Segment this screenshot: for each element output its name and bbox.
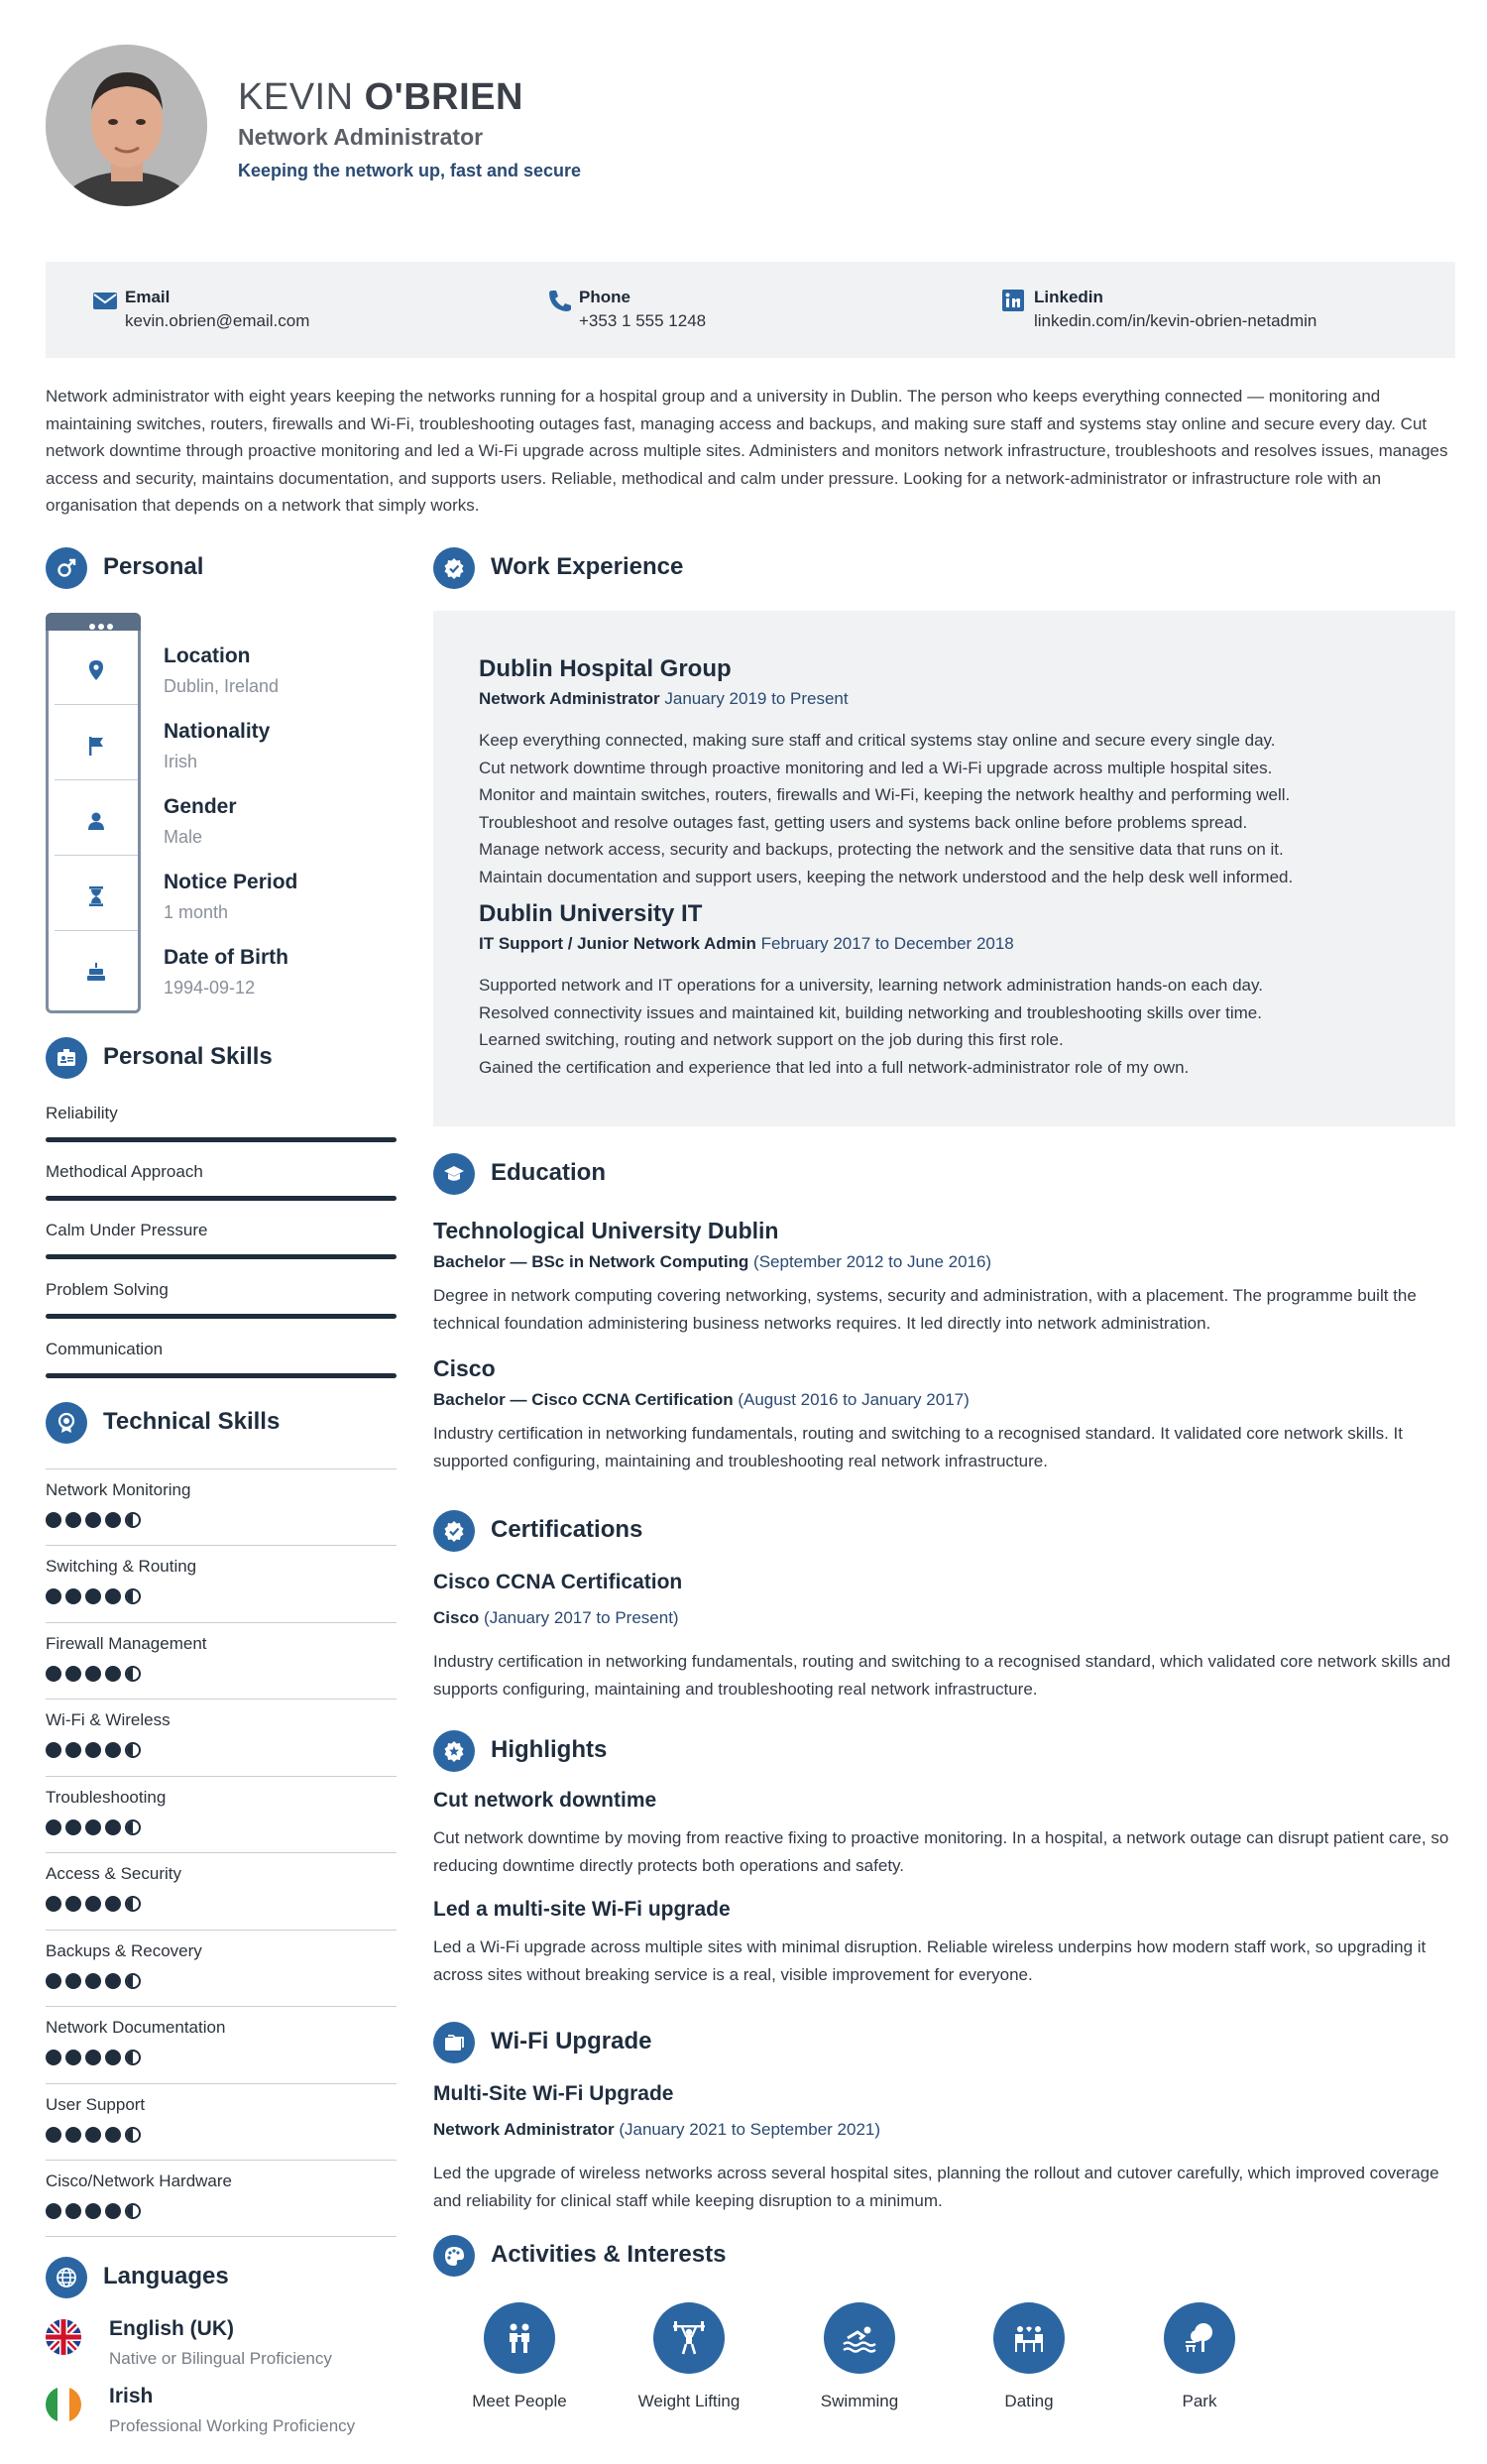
- project-role: Network Administrator: [433, 2120, 615, 2139]
- project-title: Multi-Site Wi-Fi Upgrade: [433, 2082, 674, 2105]
- personal-skill: [46, 1162, 397, 1182]
- rating-dot-full: [105, 1588, 121, 1604]
- rating-dot-full: [105, 2050, 121, 2065]
- rating-dot-half: [125, 1588, 141, 1604]
- project-dates: (January 2021 to September 2021): [619, 2120, 881, 2139]
- technical-skill: [46, 1930, 397, 2007]
- section-title: Wi-Fi Upgrade: [491, 2028, 652, 2054]
- technical-skill: [46, 2160, 397, 2237]
- resume-header: [46, 45, 1443, 208]
- rating-dot-full: [105, 1819, 121, 1835]
- rating-dot-full: [105, 1666, 121, 1682]
- language-name: English (UK): [109, 2317, 234, 2340]
- section-title: Personal Skills: [103, 1043, 273, 1070]
- technical-skill: [46, 2083, 397, 2161]
- certification-line: [433, 1608, 1455, 1628]
- skill-bar: [46, 1196, 397, 1201]
- activity-item: [450, 2302, 589, 2411]
- technical-skill: [46, 1699, 397, 1776]
- job-bullet: Monitor and maintain switches, routers, firewalls and Wi-Fi, keeping the network healthy and performing well.: [479, 785, 1291, 805]
- technical-skill-label: Troubleshooting: [46, 1788, 167, 1807]
- technical-skill: [46, 1776, 397, 1853]
- job-entry: [479, 655, 1430, 891]
- rating-dot-full: [85, 1973, 101, 1989]
- email-value[interactable]: kevin.obrien@email.com: [125, 311, 310, 330]
- highlight-title: Cut network downtime: [433, 1789, 657, 1812]
- cake-icon: [86, 961, 106, 983]
- technical-skill: [46, 1545, 397, 1622]
- rating-dot-full: [85, 1896, 101, 1912]
- rating-dot-half: [125, 1819, 141, 1835]
- highlight-title: Led a multi-site Wi-Fi upgrade: [433, 1898, 731, 1921]
- technical-skill: [46, 1852, 397, 1930]
- rating-dot-full: [65, 1896, 81, 1912]
- personal-key: Gender: [164, 795, 237, 818]
- personal-skill: [46, 1221, 397, 1240]
- first-name: KEVIN: [238, 76, 354, 118]
- personal-row: [164, 795, 237, 848]
- rating-dot-full: [105, 1896, 121, 1912]
- job-bullet: Troubleshoot and resolve outages fast, getting users and systems back online before problems spread.: [479, 812, 1248, 832]
- section-title: Technical Skills: [103, 1408, 281, 1435]
- rating-dot-half: [125, 2050, 141, 2065]
- section-title: Personal: [103, 553, 204, 580]
- job-title: Network Administrator: [479, 689, 660, 708]
- activity-label: Swimming: [820, 2392, 899, 2410]
- language-level: Professional Working Proficiency: [109, 2416, 356, 2435]
- personal-icon-cell: [55, 634, 138, 705]
- rating-dot-full: [85, 2127, 101, 2143]
- certification-entry: [433, 1571, 1455, 1702]
- skill-bar: [46, 1137, 397, 1142]
- section-title: Languages: [103, 2263, 229, 2289]
- language-name: Irish: [109, 2385, 154, 2407]
- rating-dot-full: [46, 2050, 61, 2065]
- company-name: Dublin University IT: [479, 900, 703, 927]
- technical-skill: [46, 1468, 397, 1546]
- rating-dot-half: [125, 2127, 141, 2143]
- rating-dot-full: [65, 2203, 81, 2219]
- rating-dot-full: [105, 1512, 121, 1528]
- rating-dot-full: [46, 2203, 61, 2219]
- tree-icon: [1164, 2302, 1235, 2374]
- job-bullet: Maintain documentation and support users, keeping the network understood and the help desk well informed.: [479, 867, 1294, 886]
- rating-dot-half: [125, 1742, 141, 1758]
- language-level: Native or Bilingual Proficiency: [109, 2349, 332, 2368]
- work-experience-panel: [433, 611, 1455, 1126]
- rating-dot-full: [65, 1973, 81, 1989]
- flag-icon: [86, 735, 106, 757]
- rating-dot-full: [85, 1666, 101, 1682]
- rating-dot-full: [105, 1973, 121, 1989]
- job-title: Network Administrator: [238, 124, 484, 150]
- technical-skill-label: Access & Security: [46, 1864, 181, 1883]
- rating-dot-half: [125, 1666, 141, 1682]
- company-name: Dublin Hospital Group: [479, 655, 732, 682]
- personal-skill: [46, 1104, 397, 1123]
- school-name: Technological University Dublin: [433, 1218, 779, 1243]
- rating-dot-full: [85, 2203, 101, 2219]
- project-line: [433, 2120, 1455, 2140]
- technical-skill-label: Cisco/Network Hardware: [46, 2171, 232, 2190]
- activity-item: [620, 2302, 758, 2411]
- section-title: Highlights: [491, 1736, 608, 1763]
- rating-dot-full: [46, 1896, 61, 1912]
- project-description: Led the upgrade of wireless networks across several hospital sites, planning the rollout and cutover carefully, which improved coverage and reliability for clinical staff while keeping disruption to a minimum.: [433, 2164, 1439, 2210]
- job-bullet: Resolved connectivity issues and maintained kit, building networking and troubleshooting skills over time.: [479, 1002, 1262, 1022]
- highlight-entry: [433, 1898, 1455, 1988]
- badge-check-icon: [433, 547, 475, 589]
- job-title: IT Support / Junior Network Admin: [479, 934, 756, 953]
- rating-dot-full: [85, 1742, 101, 1758]
- job-bullets: [479, 972, 1430, 1081]
- person-icon: [86, 810, 106, 832]
- education-entry: [433, 1355, 1455, 1474]
- certification-name: Cisco CCNA Certification: [433, 1571, 683, 1593]
- profile-photo: [46, 45, 207, 206]
- school-name: Cisco: [433, 1355, 496, 1381]
- full-name: [238, 74, 581, 120]
- job-bullet: Cut network downtime through proactive monitoring and led a Wi-Fi upgrade across multiple hospital sites.: [479, 758, 1273, 777]
- certification-description: Industry certification in networking fundamentals, routing and switching to a recognised standard, which validated core network skills and supports configuring, maintaining and troubleshooting real network infrastructure.: [433, 1652, 1451, 1699]
- job-dates: February 2017 to December 2018: [760, 934, 1014, 953]
- rating-dot-full: [65, 1819, 81, 1835]
- highlight-description: Led a Wi-Fi upgrade across multiple sites with minimal disruption. Reliable wireless underpins how modern staff work, so upgrading it across sites without breaking service is a real, visible improvement for everyone.: [433, 1937, 1427, 1984]
- personal-row: [164, 645, 279, 697]
- rating-dot-full: [46, 2127, 61, 2143]
- rating-dot-full: [46, 1666, 61, 1682]
- dating-icon: [993, 2302, 1065, 2374]
- technical-skill-label: User Support: [46, 2095, 146, 2114]
- technical-skill-label: Network Monitoring: [46, 1480, 191, 1499]
- star-badge-icon: [433, 1730, 475, 1772]
- certification-issuer: Cisco: [433, 1608, 480, 1627]
- contact-bar: [46, 262, 1455, 358]
- award-icon: [46, 1402, 87, 1444]
- personal-value: Irish: [164, 752, 198, 771]
- highlight-entry: [433, 1789, 1455, 1879]
- certificate-icon: [433, 1510, 475, 1552]
- rating-dot-half: [125, 1512, 141, 1528]
- job-subtitle: [479, 689, 1430, 709]
- rating-dot-full: [85, 1588, 101, 1604]
- rating-dot-full: [46, 1973, 61, 1989]
- degree: Bachelor — BSc in Network Computing: [433, 1252, 749, 1271]
- section-title: Certifications: [491, 1516, 643, 1543]
- map-pin-icon: [86, 659, 106, 681]
- education-entry: [433, 1218, 1455, 1337]
- personal-icon-strip: [46, 613, 141, 1013]
- rating-dot-full: [46, 1512, 61, 1528]
- graduation-cap-icon: [433, 1153, 475, 1195]
- personal-icon-cell: [55, 709, 138, 780]
- degree: Bachelor — Cisco CCNA Certification: [433, 1390, 734, 1409]
- personal-section-icon: [46, 547, 87, 589]
- project-entry: [433, 2082, 1455, 2214]
- job-bullet: Learned switching, routing and network support on the job during this first role.: [479, 1030, 1064, 1050]
- swimming-icon: [824, 2302, 895, 2374]
- personal-key: Notice Period: [164, 871, 298, 893]
- tagline: Keeping the network up, fast and secure: [238, 161, 582, 180]
- technical-skill-label: Network Documentation: [46, 2018, 226, 2037]
- technical-skill-label: Switching & Routing: [46, 1557, 197, 1576]
- personal-key: Date of Birth: [164, 946, 288, 969]
- job-bullet: Supported network and IT operations for a university, learning network administration hands-on each day.: [479, 976, 1263, 995]
- profile-summary: Network administrator with eight years keeping the networks running for a hospital group and a university in Dublin. The person who keeps everything connected — monitoring and maintaining switches, routers, firewalls and Wi-Fi, troubleshooting outages fast, managing access and backups, and making sure staff and systems stay online and secure every day. Cut network downtime through proactive monitoring and led a Wi-Fi upgrade across multiple sites. Administers and monitors network infrastructure, troubleshoots and resolves issues, manages access and security, maintains documentation, and supports users. Reliable, methodical and calm under pressure. Looking for a network-administrator or infrastructure role with an organisation that depends on a network that simply works.: [46, 387, 1448, 516]
- section-title: Education: [491, 1159, 607, 1186]
- rating-dot-full: [65, 1588, 81, 1604]
- rating-dot-full: [105, 2127, 121, 2143]
- job-dates: January 2019 to Present: [664, 689, 849, 708]
- linkedin-label: Linkedin: [1034, 288, 1103, 306]
- last-name: O'BRIEN: [364, 76, 523, 118]
- personal-value: 1 month: [164, 902, 229, 922]
- activity-item: [790, 2302, 929, 2411]
- weightlifting-icon: [653, 2302, 725, 2374]
- personal-value: Dublin, Ireland: [164, 676, 280, 696]
- globe-icon: [46, 2257, 87, 2298]
- personal-row: [164, 720, 270, 772]
- highlight-description: Cut network downtime by moving from reactive fixing to proactive monitoring. In a hospital, a network outage can disrupt patient care, so reducing downtime directly protects both operations and safety.: [433, 1828, 1449, 1875]
- personal-skill: [46, 1280, 397, 1300]
- activity-label: Dating: [1004, 2392, 1054, 2410]
- rating-dot-half: [125, 1896, 141, 1912]
- rating-dot-full: [85, 1512, 101, 1528]
- skill-bar: [46, 1254, 397, 1259]
- technical-skill-label: Firewall Management: [46, 1634, 207, 1653]
- job-bullets: [479, 727, 1430, 891]
- ireland-flag-icon: [46, 2387, 81, 2422]
- folder-icon: [433, 2022, 475, 2063]
- certification-dates: (January 2017 to Present): [484, 1608, 679, 1627]
- personal-skill-label: Communication: [46, 1340, 164, 1358]
- rating-dot-full: [65, 1512, 81, 1528]
- linkedin-value[interactable]: linkedin.com/in/kevin-obrien-netadmin: [1034, 311, 1317, 330]
- email-label: Email: [125, 288, 171, 306]
- personal-skill-label: Reliability: [46, 1104, 118, 1122]
- uk-flag-icon: [46, 2319, 81, 2355]
- linkedin-icon: [1001, 290, 1027, 311]
- skill-bar: [46, 1314, 397, 1319]
- activity-label: Meet People: [472, 2392, 567, 2410]
- rating-dot-full: [65, 1742, 81, 1758]
- rating-dot-full: [85, 1819, 101, 1835]
- technical-skill: [46, 1622, 397, 1700]
- people-icon: [484, 2302, 555, 2374]
- technical-skill-label: Backups & Recovery: [46, 1941, 202, 1960]
- activity-label: Park: [1182, 2392, 1217, 2410]
- job-bullet: Keep everything connected, making sure staff and critical systems stay online and secure every single day.: [479, 731, 1276, 750]
- technical-skill: [46, 2006, 397, 2083]
- job-bullet: Gained the certification and experience that led into a full network-administrator role of my own.: [479, 1057, 1190, 1077]
- degree-line: [433, 1390, 1455, 1410]
- personal-value: 1994-09-12: [164, 978, 256, 997]
- strip-dots: [89, 617, 119, 625]
- education-description: Industry certification in networking fundamentals, routing and switching to a recognised standard. It validated core network skills. It supported configuring, maintaining and troubleshooting real network infrastructure.: [433, 1424, 1404, 1470]
- job-entry: [479, 900, 1430, 1081]
- phone-value[interactable]: +353 1 555 1248: [579, 311, 707, 330]
- personal-icon-cell: [55, 784, 138, 856]
- rating-dot-half: [125, 1973, 141, 1989]
- personal-key: Nationality: [164, 720, 271, 743]
- rating-dot-full: [65, 1666, 81, 1682]
- personal-details: [46, 613, 393, 1013]
- personal-row: [164, 871, 297, 923]
- personal-skill: [46, 1340, 397, 1359]
- rating-dot-full: [105, 1742, 121, 1758]
- personal-skill-label: Methodical Approach: [46, 1162, 203, 1181]
- skill-bar: [46, 1373, 397, 1378]
- personal-icon-cell: [55, 860, 138, 931]
- rating-dot-full: [65, 2050, 81, 2065]
- section-title: Work Experience: [491, 553, 684, 580]
- job-subtitle: [479, 934, 1430, 954]
- degree-dates: (September 2012 to June 2016): [753, 1252, 992, 1271]
- phone-icon: [546, 290, 572, 311]
- rating-dot-full: [85, 2050, 101, 2065]
- job-bullet: Manage network access, security and backups, protecting the network and the sensitive data that runs on it.: [479, 840, 1284, 860]
- rating-dot-full: [46, 1588, 61, 1604]
- degree-dates: (August 2016 to January 2017): [738, 1390, 970, 1409]
- rating-dot-full: [65, 2127, 81, 2143]
- activity-item: [1130, 2302, 1269, 2411]
- rating-dot-half: [125, 2203, 141, 2219]
- degree-line: [433, 1252, 1455, 1272]
- technical-skill-label: Wi-Fi & Wireless: [46, 1710, 171, 1729]
- personal-icon-cell: [55, 935, 138, 1006]
- section-title: Activities & Interests: [491, 2241, 727, 2268]
- id-badge-icon: [46, 1037, 87, 1079]
- rating-dot-full: [105, 2203, 121, 2219]
- education-description: Degree in network computing covering networking, systems, security and administration, with a placement. The programme built the technical foundation administering business networks requires. It led directly into network administration.: [433, 1286, 1417, 1333]
- activity-item: [960, 2302, 1098, 2411]
- personal-value: Male: [164, 827, 203, 847]
- hourglass-icon: [86, 885, 106, 907]
- palette-icon: [433, 2235, 475, 2277]
- personal-key: Location: [164, 645, 251, 667]
- rating-dot-full: [46, 1819, 61, 1835]
- activity-label: Weight Lifting: [637, 2392, 741, 2410]
- strip-header: [46, 613, 141, 631]
- rating-dot-full: [46, 1742, 61, 1758]
- personal-row: [164, 946, 288, 998]
- phone-label: Phone: [579, 288, 630, 306]
- name-block: [238, 74, 581, 181]
- personal-skill-label: Calm Under Pressure: [46, 1221, 208, 1239]
- personal-skill-label: Problem Solving: [46, 1280, 169, 1299]
- mail-icon: [92, 290, 118, 311]
